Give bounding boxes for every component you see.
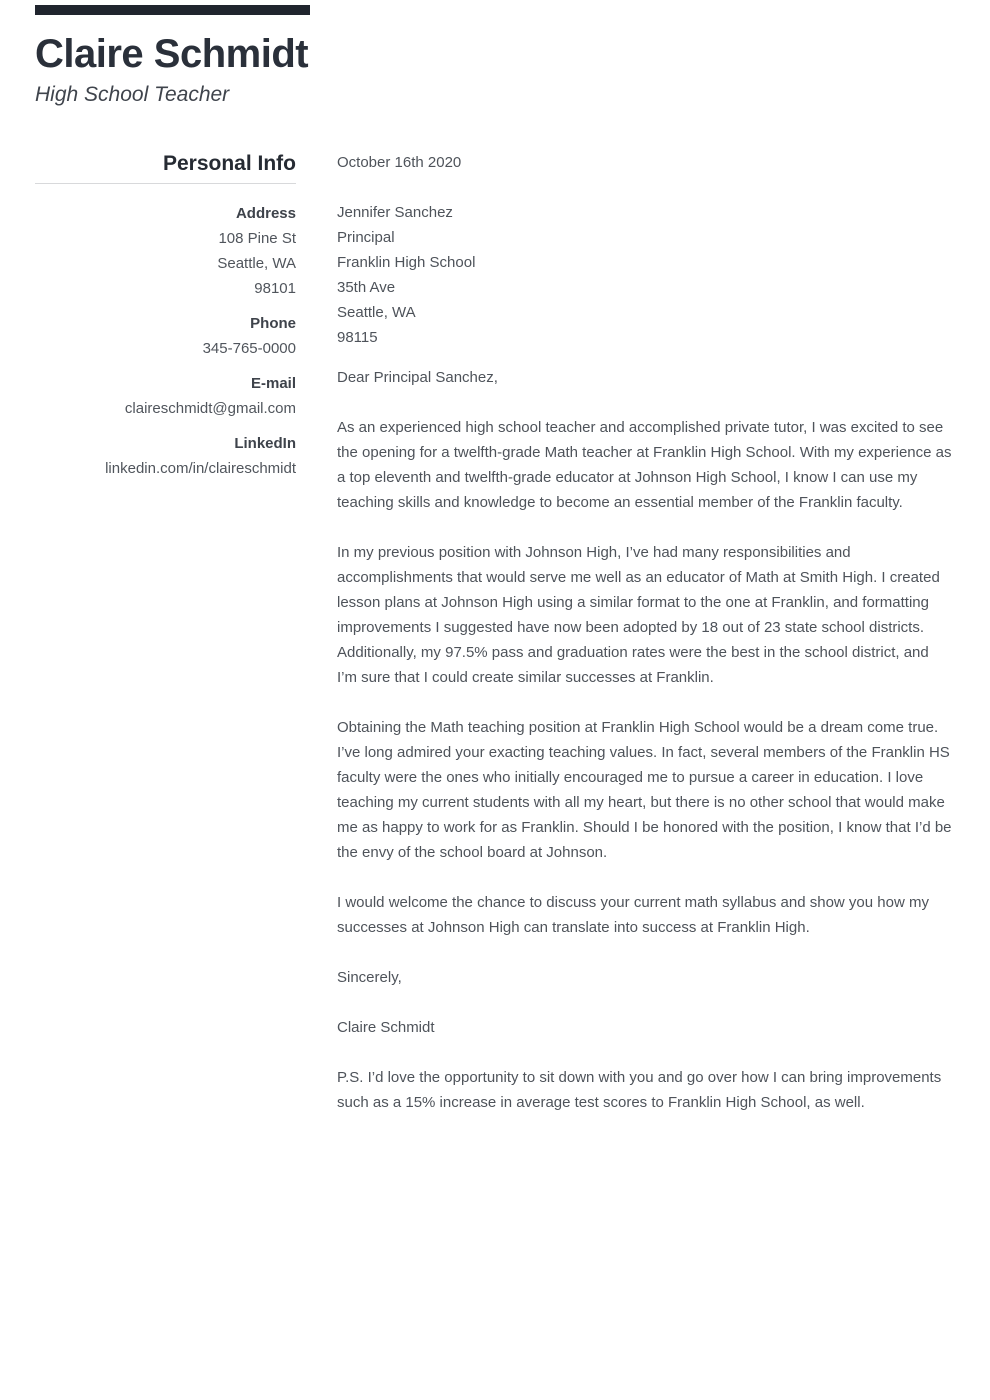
phone-value: 345-765-0000 <box>202 340 296 357</box>
accent-bar <box>35 5 310 15</box>
linkedin-value: linkedin.com/in/claireschmidt <box>105 460 296 477</box>
recipient-name: Jennifer Sanchez <box>337 204 453 221</box>
letter-paragraph: Obtaining the Math teaching position at Franklin High School would be a dream come true. I’ve long admired your exacting teaching values. In fact, several members of the Franklin HS faculty were the ones who initially encouraged me to pursue a career in education. I love teaching my current students with all my heart, but there is no other school that would make me as happy to work for as Franklin. Should I be honored with the position, I know that I’d be the envy of the school board at Johnson. <box>337 719 952 861</box>
letter-header <box>35 32 952 108</box>
letter-date: October 16th 2020 <box>337 154 462 171</box>
sidebar-section-linkedin <box>35 431 296 481</box>
applicant-name: Claire Schmidt <box>35 32 309 76</box>
letter-paragraph: As an experienced high school teacher and accomplished private tutor, I was excited to see the opening for a twelfth-grade Math teacher at Franklin High School. With my experience as a top eleventh and twelfth-grade educator at Johnson High School, I know I can use my teaching skills and knowledge to become an essential member of the Franklin faculty. <box>337 419 952 511</box>
email-value: claireschmidt@gmail.com <box>124 400 296 417</box>
phone-label: Phone <box>250 315 296 332</box>
content-columns <box>35 150 952 1140</box>
linkedin-label: LinkedIn <box>234 435 296 452</box>
recipient-city: Seattle, WA <box>337 304 416 321</box>
recipient-zip: 98115 <box>337 329 378 346</box>
address-label: Address <box>235 205 296 222</box>
recipient-street: 35th Ave <box>337 279 396 296</box>
recipient-role: Principal <box>337 229 395 246</box>
address-line: 108 Pine St <box>218 230 296 247</box>
letter-body <box>337 150 952 1140</box>
address-line: 98101 <box>254 280 296 297</box>
salutation: Dear Principal Sanchez, <box>337 369 498 386</box>
sidebar-section-email <box>35 371 296 421</box>
postscript: P.S. I’d love the opportunity to sit down with you and go over how I can bring improvements such as a 15% increase in average test scores to Franklin High School, as well. <box>337 1069 942 1111</box>
closing: Sincerely, <box>337 969 402 986</box>
recipient-lines <box>337 200 952 350</box>
email-label: E-mail <box>250 375 296 392</box>
applicant-job-title: High School Teacher <box>35 83 230 106</box>
personal-info-sidebar <box>35 150 296 1140</box>
address-line: Seattle, WA <box>217 255 296 272</box>
sidebar-heading: Personal Info <box>162 152 296 175</box>
sidebar-divider <box>35 183 296 184</box>
letter-paragraph: I would welcome the chance to discuss your current math syllabus and show you how my successes at Johnson High can translate into success at Franklin High. <box>337 894 929 936</box>
sidebar-section-phone <box>35 311 296 361</box>
recipient-org: Franklin High School <box>337 254 476 271</box>
sidebar-section-address <box>35 201 296 301</box>
signature: Claire Schmidt <box>337 1019 435 1036</box>
letter-paragraph: In my previous position with Johnson High, I’ve had many responsibilities and accomplishments that would serve me well as an educator of Math at Smith High. I created lesson plans at Johnson High using a similar format to the one at Franklin, and formatting improvements I suggested have now been adopted by 18 out of 23 state school districts. Additionally, my 97.5% pass and graduation rates were the best in the school district, and I’m sure that I could create similar successes at Franklin. <box>337 544 940 686</box>
